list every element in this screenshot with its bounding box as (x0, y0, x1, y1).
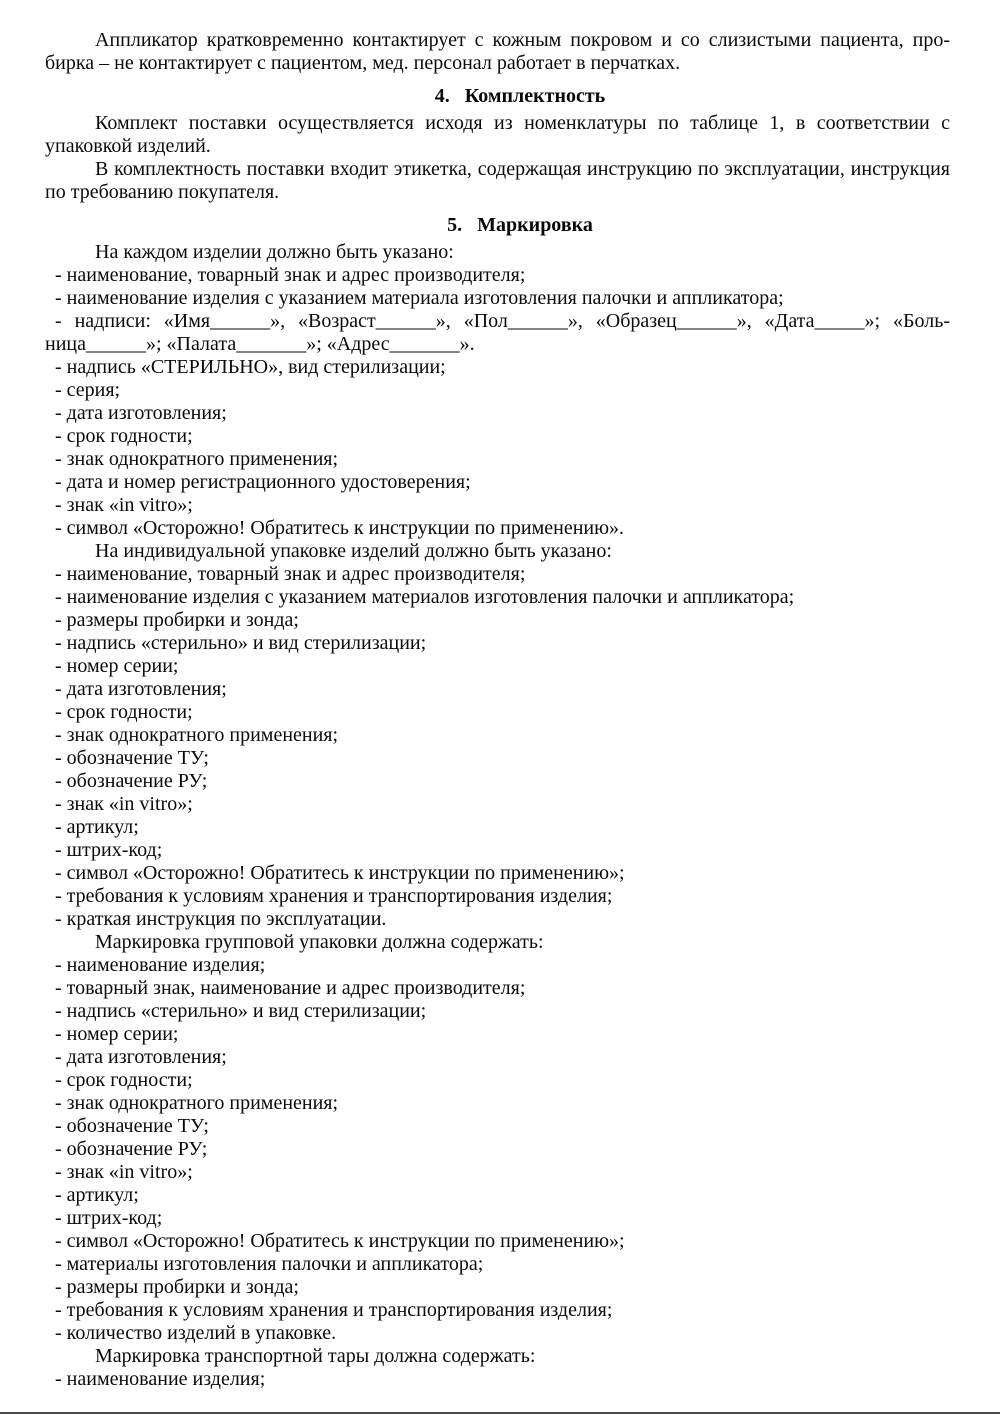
text-line: - обозначение РУ; (55, 1138, 208, 1160)
heading-text: Маркировка (477, 214, 593, 236)
text-line: - дата изготовления; (55, 402, 227, 424)
list-item (45, 862, 950, 885)
text-line: - штрих-код; (55, 839, 163, 861)
text-line: - символ «Осторожно! Обратитесь к инструкции по применению»; (55, 862, 625, 884)
text-line: - обозначение РУ; (55, 770, 208, 792)
paragraph (45, 241, 950, 264)
text-line: - артикул; (55, 1184, 139, 1206)
list-item (45, 1230, 950, 1253)
list-item (45, 816, 950, 839)
text-line: бирка – не контактирует с пациентом, мед. персонал работает в перчатках. (45, 52, 681, 74)
list-item (45, 379, 950, 402)
list-item (45, 563, 950, 586)
list-item (45, 770, 950, 793)
text-line: - дата изготовления; (55, 1046, 227, 1068)
text-line: - знак «in vitro»; (55, 793, 193, 815)
text-line: по требованию покупателя. (45, 181, 280, 203)
list-item (45, 1184, 950, 1207)
list-item (45, 1069, 950, 1092)
document-body (45, 29, 950, 1391)
list-item (45, 586, 950, 609)
paragraph (45, 540, 950, 563)
list-item (45, 678, 950, 701)
text-line: - номер серии; (55, 655, 179, 677)
list-item (45, 310, 950, 356)
list-item (45, 954, 950, 977)
text-line: - краткая инструкция по эксплуатации. (55, 908, 387, 930)
text-line: Комплект поставки осуществляется исходя из номенклатуры по таблице 1, в соответствии с (95, 112, 950, 134)
text-line: - надпись «стерильно» и вид стерилизации; (55, 632, 427, 654)
list-item (45, 609, 950, 632)
list-item (45, 632, 950, 655)
text-line: упаковкой изделий. (45, 135, 211, 157)
text-line: - размеры пробирки и зонда; (55, 609, 299, 631)
text-line: - размеры пробирки и зонда; (55, 1276, 299, 1298)
text-line: - срок годности; (55, 1069, 193, 1091)
list-item (45, 1138, 950, 1161)
text-line: - обозначение ТУ; (55, 747, 209, 769)
text-line: - дата и номер регистрационного удостоверения; (55, 471, 471, 493)
text-line: - серия; (55, 379, 121, 401)
list-item (45, 1115, 950, 1138)
paragraph (45, 1345, 950, 1368)
list-item (45, 793, 950, 816)
list-item (45, 356, 950, 379)
list-item (45, 1368, 950, 1391)
list-item (45, 1023, 950, 1046)
text-line: - знак однократного применения; (55, 1092, 339, 1114)
list-item (45, 724, 950, 747)
list-item (45, 1253, 950, 1276)
text-line: - требования к условиям хранения и транспортирования изделия; (55, 885, 613, 907)
heading-text: Комплектность (464, 85, 606, 107)
list-item (45, 908, 950, 931)
text-line: Аппликатор кратковременно контактирует с кожным покровом и со слизистыми пациента, про- (95, 29, 950, 51)
heading-number: 4. (434, 85, 450, 107)
text-line: - знак «in vitro»; (55, 1161, 193, 1183)
list-item (45, 471, 950, 494)
text-line: - наименование изделия; (55, 1368, 266, 1390)
list-item (45, 747, 950, 770)
text-line: - штрих-код; (55, 1207, 163, 1229)
text-line: - обозначение ТУ; (55, 1115, 209, 1137)
list-item (45, 287, 950, 310)
text-line: На индивидуальной упаковке изделий должно быть указано: (95, 540, 612, 562)
text-line: - требования к условиям хранения и транспортирования изделия; (55, 1299, 613, 1321)
paragraph (45, 931, 950, 954)
text-line: - артикул; (55, 816, 139, 838)
list-item (45, 1000, 950, 1023)
text-line: - товарный знак, наименование и адрес производителя; (55, 977, 526, 999)
list-item (45, 1322, 950, 1345)
text-line: - наименование изделия с указанием материалов изготовления палочки и аппликатора; (55, 586, 795, 608)
paragraph (45, 158, 950, 204)
text-line: - материалы изготовления палочки и аппликатора; (55, 1253, 484, 1275)
text-line: На каждом изделии должно быть указано: (95, 241, 454, 263)
list-item (45, 977, 950, 1000)
paragraph (45, 29, 950, 75)
text-line: Маркировка групповой упаковки должна содержать: (95, 931, 544, 953)
text-line: - знак однократного применения; (55, 448, 339, 470)
text-line: - номер серии; (55, 1023, 179, 1045)
text-line: - знак «in vitro»; (55, 494, 193, 516)
text-line: - надпись «СТЕРИЛЬНО», вид стерилизации; (55, 356, 446, 378)
heading-number: 5. (447, 214, 463, 236)
list-item (45, 402, 950, 425)
paragraph (45, 112, 950, 158)
text-line: - символ «Осторожно! Обратитесь к инструкции по применению»; (55, 1230, 625, 1252)
text-line: - количество изделий в упаковке. (55, 1322, 337, 1344)
list-item (45, 839, 950, 862)
text-line: - наименование, товарный знак и адрес производителя; (55, 563, 526, 585)
list-item (45, 1046, 950, 1069)
list-item (45, 701, 950, 724)
section-heading (45, 214, 950, 237)
text-line: - наименование изделия; (55, 954, 266, 976)
list-item (45, 494, 950, 517)
list-item (45, 1299, 950, 1322)
list-item (45, 1092, 950, 1115)
list-item (45, 1276, 950, 1299)
text-line: В комплектность поставки входит этикетка, содержащая инструкцию по эксплуатации, инструкция (95, 158, 950, 180)
text-line: - знак однократного применения; (55, 724, 339, 746)
list-item (45, 448, 950, 471)
list-item (45, 425, 950, 448)
list-item (45, 264, 950, 287)
text-line: - наименование, товарный знак и адрес производителя; (55, 264, 526, 286)
text-line: - срок годности; (55, 425, 193, 447)
text-line: - надпись «стерильно» и вид стерилизации; (55, 1000, 427, 1022)
text-line: - символ «Осторожно! Обратитесь к инструкции по применению». (55, 517, 625, 539)
text-line: ница______»; «Палата_______»; «Адрес_______». (45, 333, 475, 355)
text-line: - наименование изделия с указанием материала изготовления палочки и аппликатора; (55, 287, 784, 309)
text-line: Маркировка транспортной тары должна содержать: (95, 1345, 536, 1367)
list-item (45, 1161, 950, 1184)
text-line: - надписи: «Имя______», «Возраст______», «Пол______», «Образец______», «Дата_____»; «Боль- (55, 310, 950, 332)
list-item (45, 885, 950, 908)
list-item (45, 1207, 950, 1230)
list-item (45, 655, 950, 678)
text-line: - срок годности; (55, 701, 193, 723)
list-item (45, 517, 950, 540)
text-line: - дата изготовления; (55, 678, 227, 700)
section-heading (45, 85, 950, 108)
